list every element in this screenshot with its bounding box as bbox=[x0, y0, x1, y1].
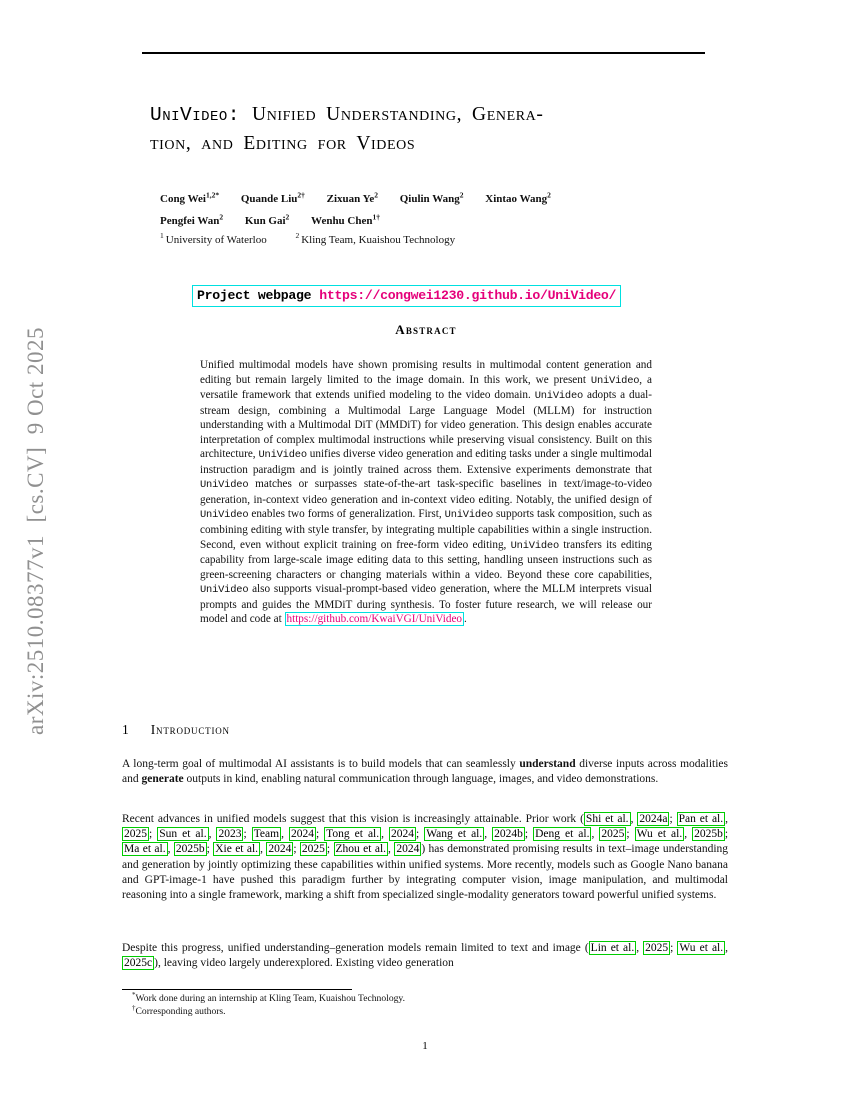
citation-link[interactable]: Ma et al. bbox=[124, 843, 166, 856]
author-name: Cong Wei bbox=[160, 193, 206, 205]
author-name: Quande Liu bbox=[240, 193, 298, 205]
section-number: 1 bbox=[122, 722, 129, 737]
author-affil-mark: 2 bbox=[374, 190, 378, 200]
affiliation-mark: 2 bbox=[295, 231, 300, 241]
body-text: unifies diverse video generation and editing tasks under a single multimodal instruction paradigm and is jointly trained across them. Extensive experiments demonstrate that bbox=[200, 448, 652, 476]
body-text: ; bbox=[626, 828, 635, 841]
author-name: Zixuan Ye bbox=[326, 193, 375, 205]
author-affil-mark: 2† bbox=[297, 190, 305, 200]
citation-link[interactable]: 2025 bbox=[124, 828, 147, 841]
author-affil-mark: 2 bbox=[285, 212, 290, 222]
header-rule bbox=[142, 52, 705, 54]
footnote-corresponding bbox=[122, 1003, 728, 1019]
body-text: ), leaving video largely underexplored. Existing video generation bbox=[154, 957, 454, 970]
citation-link[interactable]: 2024b bbox=[494, 828, 523, 841]
author-row-2 bbox=[160, 210, 730, 232]
footnote-internship bbox=[122, 990, 728, 1006]
author-affil-mark: 2 bbox=[219, 212, 224, 222]
footnote-block bbox=[122, 990, 728, 1019]
emphasis-text: generate bbox=[141, 773, 184, 786]
project-webpage-link[interactable]: https://congwei1230.github.io/UniVideo/ bbox=[319, 288, 617, 303]
page-number: 1 bbox=[422, 1040, 428, 1052]
intro-paragraph-2 bbox=[122, 812, 728, 903]
title-line2: tion, and Editing for Videos bbox=[150, 132, 416, 154]
citation-link[interactable]: Sun et al. bbox=[159, 828, 207, 841]
section-name: Introduction bbox=[150, 722, 230, 737]
citation-link[interactable]: 2024a bbox=[639, 813, 668, 825]
author bbox=[244, 212, 290, 227]
inline-code: UniVideo bbox=[200, 509, 249, 522]
project-webpage-label: Project webpage bbox=[197, 288, 312, 303]
affiliation-line bbox=[160, 231, 481, 246]
external-link[interactable]: https://github.com/KwaiVGI/UniVideo bbox=[286, 613, 463, 626]
author-name: Kun Gai bbox=[244, 215, 286, 227]
footnote-text: Work done during an internship at Kling Team, Kuaishou Technology. bbox=[135, 993, 405, 1004]
citation-link[interactable]: 2024 bbox=[290, 828, 314, 841]
body-text: , bbox=[591, 828, 600, 841]
citation-link[interactable]: Pan et al. bbox=[678, 813, 724, 825]
body-text: ; bbox=[724, 828, 729, 841]
author bbox=[311, 212, 380, 227]
affiliation-mark: 1 bbox=[160, 231, 164, 241]
affiliation bbox=[160, 231, 267, 246]
author-name: Qiulin Wang bbox=[399, 193, 460, 205]
body-text: supports task composition, such as combining editing with style transfer, by integrating multiple capabilities within a single instruction. Second, even without explicit training on free-form video editing, bbox=[200, 508, 652, 551]
body-text: ; bbox=[243, 828, 252, 841]
author bbox=[160, 212, 224, 227]
citation-link[interactable]: Wu et al. bbox=[636, 828, 683, 841]
citation-link[interactable]: 2025b bbox=[175, 843, 205, 856]
body-text: ; bbox=[670, 942, 678, 954]
citation-link[interactable]: Shi et al. bbox=[585, 813, 629, 825]
inline-code: UniVideo bbox=[258, 449, 307, 462]
body-text: . bbox=[464, 613, 467, 626]
body-text: Recent advances in unified models suggest that this vision is increasingly attainable. Prior work ( bbox=[122, 813, 584, 825]
citation-link[interactable]: 2025 bbox=[645, 942, 669, 954]
citation-link[interactable]: Wang et al. bbox=[426, 828, 483, 841]
footnote-text: Corresponding authors. bbox=[135, 1005, 226, 1017]
intro-paragraph-3 bbox=[122, 941, 728, 971]
body-text: , bbox=[167, 843, 174, 856]
affiliation bbox=[295, 231, 456, 246]
body-text: , a versatile framework that extends unified modeling to the video domain. bbox=[200, 373, 652, 402]
body-text: ) has demonstrated promising results in text–image understanding and generation by jointly optimizing these capabilities within unified systems. More recently, models such as Google Nano banana and GPT-image-1 have pushed this paradigm further by integrating computer vision, image manipulation, and multimodal reasoning into a single framework, marking a shift from specialized single-modality generators toward powerful unified systems. bbox=[122, 843, 729, 902]
body-text: adopts a dual-stream design, combining a Multimodal Large Language Model (MLLM) for instruction understanding with a Multimodal DiT (MMDiT) for video generation. This design enables accurate interpretation of complex multimodal instructions while preserving visual consistency. Built on this architecture, bbox=[200, 389, 652, 461]
author-name: Pengfei Wan bbox=[160, 215, 220, 227]
section-heading-introduction bbox=[122, 722, 230, 738]
paper-title bbox=[150, 101, 725, 158]
body-text: , bbox=[260, 843, 267, 856]
body-text: , bbox=[381, 828, 390, 841]
author bbox=[326, 190, 378, 205]
author-affil-mark: 2 bbox=[547, 190, 551, 200]
citation-link[interactable]: 2023 bbox=[218, 828, 242, 841]
author bbox=[240, 190, 305, 205]
body-text: , bbox=[636, 942, 644, 954]
body-text: , bbox=[725, 813, 728, 825]
citation-link[interactable]: 2025c bbox=[124, 957, 153, 970]
title-univideo: UniVideo: bbox=[150, 104, 241, 126]
author-affil-mark: 2 bbox=[459, 190, 464, 200]
citation-link[interactable]: Wu et al. bbox=[679, 942, 724, 954]
intro-paragraph-1 bbox=[122, 757, 728, 787]
body-text: ; bbox=[416, 828, 425, 841]
author bbox=[160, 190, 220, 205]
body-text: , bbox=[630, 813, 638, 825]
body-text: diverse inputs across modalities and bbox=[122, 758, 728, 786]
citation-link[interactable]: 2024 bbox=[391, 828, 415, 841]
body-text: , bbox=[208, 828, 217, 841]
citation-link[interactable]: Team bbox=[253, 828, 280, 841]
citation-link[interactable]: Tong et al. bbox=[326, 828, 380, 841]
author bbox=[399, 190, 464, 205]
affiliation-name: Kling Team, Kuaishou Technology bbox=[301, 234, 456, 246]
citation-link[interactable]: 2025b bbox=[694, 828, 723, 841]
citation-link[interactable]: 2025 bbox=[301, 843, 325, 856]
footnote-rule bbox=[122, 989, 352, 990]
citation-link[interactable]: 2025 bbox=[601, 828, 625, 841]
inline-code: UniVideo bbox=[534, 390, 584, 403]
citation-link[interactable]: 2024 bbox=[268, 843, 292, 856]
abstract-heading: Abstract bbox=[395, 322, 457, 337]
body-text: ; bbox=[669, 813, 677, 825]
citation-link[interactable]: Lin et al. bbox=[590, 942, 635, 954]
citation-link[interactable]: Deng et al. bbox=[535, 828, 590, 841]
arxiv-watermark: arXiv:2510.08377v1 [cs.CV] 9 Oct 2025 bbox=[23, 327, 48, 735]
body-text: enables two forms of generalization. First, bbox=[248, 508, 445, 521]
author-affil-mark: 1† bbox=[372, 212, 380, 222]
inline-code: UniVideo bbox=[590, 374, 640, 387]
body-text: also supports visual-prompt-based video generation, where the MLLM interprets visual prompts and guides the MMDiT during synthesis. To foster future research, we will release our model and code at bbox=[200, 583, 652, 626]
body-text: transfers its editing capability from large-scale image editing data to this setting, handling unseen instructions such as green-screening characters or changing materials within a video. Beyond these core capabilities, bbox=[200, 538, 652, 581]
citation-link[interactable]: Zhou et al. bbox=[335, 843, 387, 856]
affiliation-name: University of Waterloo bbox=[165, 234, 267, 246]
project-webpage-box bbox=[192, 285, 621, 307]
author-name: Wenhu Chen bbox=[311, 215, 373, 227]
body-text: matches or surpasses state-of-the-art task-specific baselines in text/image-to-video generation, in-context video generation and in-context video editing. Notably, the unified design of bbox=[200, 478, 652, 506]
author bbox=[485, 190, 551, 205]
body-text: ; bbox=[326, 843, 334, 856]
body-text: , bbox=[684, 828, 693, 841]
author-name: Xintao Wang bbox=[485, 193, 548, 205]
abstract-text bbox=[200, 358, 652, 627]
title-line1: Unified Understanding, Genera- bbox=[252, 104, 544, 125]
body-text: , bbox=[388, 843, 395, 856]
author-row-1 bbox=[160, 188, 730, 210]
body-text: outputs in kind, enabling natural communication through language, images, and video demonstrations. bbox=[183, 773, 659, 786]
author-block bbox=[160, 188, 730, 232]
body-text: , bbox=[281, 828, 289, 841]
body-text: ; bbox=[293, 843, 300, 856]
body-text: , bbox=[484, 828, 493, 841]
body-text: A long-term goal of multimodal AI assistants is to build models that can seamlessly bbox=[122, 758, 520, 770]
inline-code: UniVideo bbox=[510, 539, 559, 552]
footnote-marker: † bbox=[132, 1003, 136, 1012]
inline-code: UniVideo bbox=[444, 509, 494, 522]
footnote-marker: * bbox=[132, 990, 136, 999]
inline-code: UniVideo bbox=[200, 479, 249, 492]
body-text: , bbox=[725, 942, 729, 954]
body-text: Unified multimodal models have shown promising results in multimodal content generation and editing but remain largely limited to the image domain. In this work, we present bbox=[200, 359, 652, 386]
body-text: ; bbox=[206, 843, 214, 856]
body-text: ; bbox=[524, 828, 534, 841]
body-text: ; bbox=[149, 828, 158, 841]
emphasis-text: understand bbox=[519, 758, 576, 770]
body-text: Despite this progress, unified understanding–generation models remain limited to text and image ( bbox=[122, 942, 589, 954]
inline-code: UniVideo bbox=[200, 584, 249, 597]
citation-link[interactable]: 2024 bbox=[396, 843, 420, 856]
author-affil-mark: 1,2* bbox=[205, 190, 220, 200]
body-text: ; bbox=[315, 828, 325, 841]
citation-link[interactable]: Xie et al. bbox=[215, 843, 259, 856]
